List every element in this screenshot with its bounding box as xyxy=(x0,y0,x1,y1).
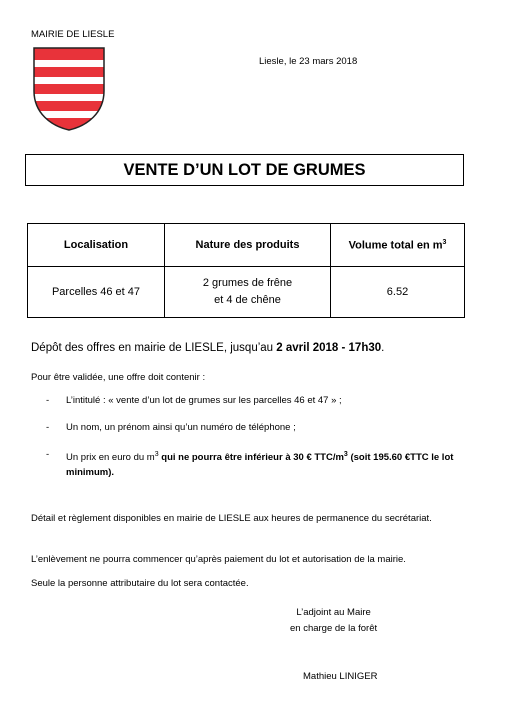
signatory-line: L’adjoint au Maire xyxy=(296,607,371,618)
coat-of-arms-icon xyxy=(33,47,105,131)
column-header-volume: Volume total en $m^3$ xyxy=(331,224,465,267)
detail-paragraph: Détail et règlement disponibles en mairie de LIESLE aux heures de permanence du secrétariat. xyxy=(31,513,432,524)
lot-table xyxy=(27,223,465,318)
signatory-title xyxy=(290,605,377,637)
list-item: - Un nom, un prénom ainsi qu’un numéro de téléphone ; xyxy=(46,422,296,433)
table-header-row xyxy=(28,224,465,267)
list-item-price: - Un prix en euro du $m^3$ qui ne pourra être inférieur à 30 € TTC/$m^3$ (soit 195.60 €TTC le lot minimum). xyxy=(46,449,454,479)
signatory-name: Mathieu LINIGER xyxy=(303,671,378,682)
table-row xyxy=(28,267,465,318)
signatory-line: en charge de la forêt xyxy=(290,623,378,634)
column-header: Nature des produits xyxy=(165,224,331,267)
deposit-deadline: Dépôt des offres en mairie de LIESLE, jusqu’au 2 avril 2018 - 17h30. xyxy=(31,342,385,354)
cell-localisation: Parcelles 46 et 47 xyxy=(28,267,165,318)
conditions-intro: Pour être validée, une offre doit contenir : xyxy=(31,372,206,383)
cell-volume: 6.52 xyxy=(331,267,465,318)
date-line: Liesle, le 23 mars 2018 xyxy=(259,56,358,67)
removal-paragraph: L’enlèvement ne pourra commencer qu’après paiement du lot et autorisation de la mairie. xyxy=(31,554,406,565)
column-header: Localisation xyxy=(28,224,165,267)
mairie-heading: MAIRIE DE LIESLE xyxy=(31,29,115,40)
contact-paragraph: Seule la personne attributaire du lot sera contactée. xyxy=(31,578,249,589)
conditions-list xyxy=(46,393,466,492)
list-item: - L’intitulé : « vente d’un lot de grumes sur les parcelles 46 et 47 » ; xyxy=(46,395,342,406)
cell-nature: 2 grumes de frêne et 4 de chêne xyxy=(165,267,331,318)
page-title: VENTE D’UN LOT DE GRUMES xyxy=(25,154,464,186)
